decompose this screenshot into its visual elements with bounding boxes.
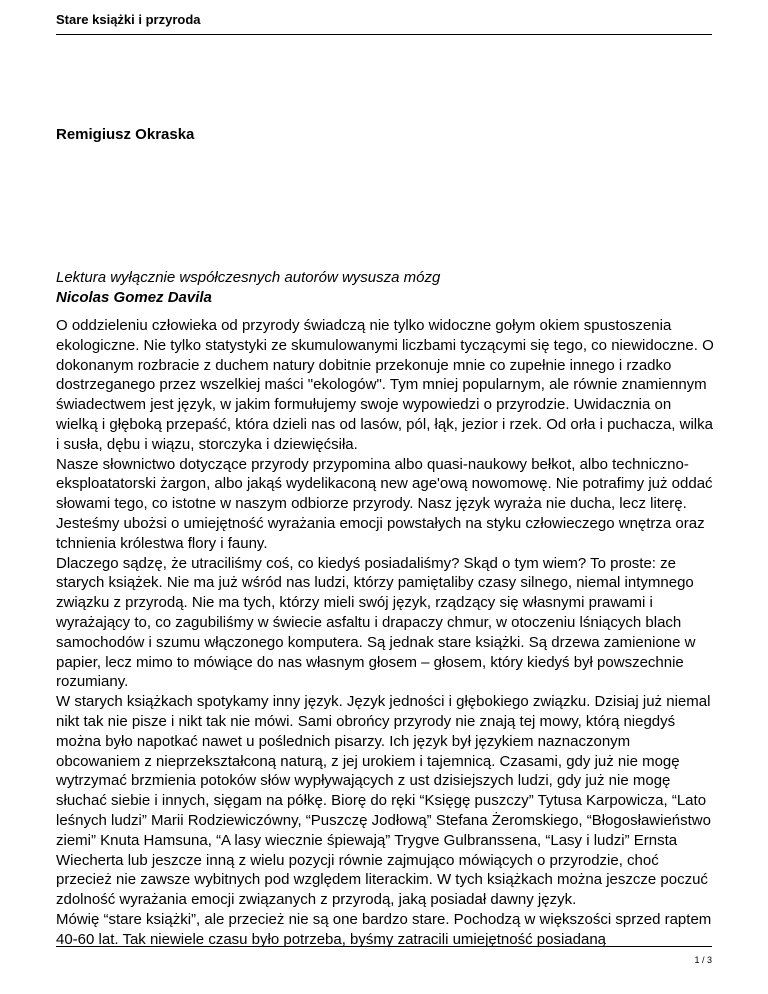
author-name: Remigiusz Okraska — [56, 126, 195, 143]
epigraph — [56, 268, 712, 308]
paragraph: W starych książkach spotykamy inny język. Język jedności i głębokiego związku. Dzisiaj już niemal nikt tak nie pisze i nikt tak nie mówi. Sami obrońcy przyrody nie znają tej mowy, którą niegdyś można było napotkać nawet u poślednich pisarzy. Ich język był językiem naznaczonym obcowaniem z nieprzekształconą naturą, z jej urokiem i tajemnicą. Czasami, gdy już nie mogę wytrzymać brzmienia potoków słów wypływających z ust dzisiejszych ludzi, gdy już nie mogę słuchać siebie i innych, sięgam na półkę. Biorę do ręki “Księgę puszczy” Tytusa Karpowicza, “Lato leśnych ludzi” Marii Rodziewiczówny, “Puszczę Jodłową” Stefana Żeromskiego, “Błogosławieństwo ziemi” Knuta Hamsuna, “A lasy wiecznie śpiewają” Trygve Gulbranssena, “Lasy i ludzi” Ernsta Wiecherta lub jeszcze inną z wielu pozycji równie zajmująco mówiących o przyrodzie, choć przecież nie zawsze wybitnych pod względem literackim. W tych książkach można jeszcze poczuć zdolność wyrażania emocji związanych z przyrodą, jaką posiadał dawny język. — [56, 693, 711, 909]
paragraph: Mówię “stare książki”, ale przecież nie są one bardzo stare. Pochodzą w większości sprzed raptem 40-60 lat. Tak niewiele czasu było potrzeba, byśmy zatracili umiejętność posiadaną — [56, 910, 712, 948]
paragraph: Nasze słownictwo dotyczące przyrody przypomina albo quasi-naukowy bełkot, albo techniczno-eksploatatorski żargon, albo jakąś wydelikaconą new age'ową nowomowę. Nie potrafimy już oddać słowami tego, co istotne w naszym odbiorze przyrody. Nasz język wyraża nie ducha, lecz literę. Jesteśmy ubożsi o umiejętność wyrażania emocji powstałych na styku człowieczego wnętrza oraz tchnienia królestwa flory i fauny. — [56, 455, 713, 552]
article-body — [56, 316, 714, 950]
header-divider — [56, 34, 712, 35]
paragraph: Dlaczego sądzę, że utraciliśmy coś, co kiedyś posiadaliśmy? Skąd o tym wiem? To proste: ze starych książek. Nie ma już wśród nas ludzi, którzy pamiętaliby czasy silnego, niemal intymnego związku z przyrodą. Nie ma tych, którzy mieli swój język, rządzący się własnymi prawami i wyrażający to, co zagubiliśmy w świecie asfaltu i drapaczy chmur, w otoczeniu lśniących blach samochodów i szumu włączonego komputera. Są jednak stare książki. Są drzewa zamienione w papier, lecz mimo to mówiące do nas własnym głosem – głosem, który kiedyś był powszechnie rozumiany. — [56, 554, 696, 691]
page-header-title: Stare książki i przyroda — [56, 12, 201, 27]
footer-divider — [56, 946, 712, 947]
epigraph-source: Nicolas Gomez Davila — [56, 289, 212, 306]
page-number: 1 / 3 — [694, 955, 712, 965]
epigraph-quote: Lektura wyłącznie współczesnych autorów wysusza mózg — [56, 269, 441, 286]
paragraph: O oddzieleniu człowieka od przyrody świadczą nie tylko widoczne gołym okiem spustoszenia ekologiczne. Nie tylko statystyki ze skumulowanymi liczbami tyczącymi się tego, co niewidoczne. O dokonanym rozbracie z duchem natury dobitnie przekonuje mnie co zupełnie innego i rzadko dostrzeganego przez wszelkiej maści "ekologów". Tym mniej popularnym, ale równie znamiennym świadectwem jest język, w jakim formułujemy swoje wypowiedzi o przyrodzie. Uwidacznia on wielką i głęboką przepaść, która dzieli nas od lasów, pól, łąk, jezior i rzek. Od orła i puchacza, wilka i susła, dębu i wiązu, storczyka i dziewięćsiła. — [56, 317, 714, 453]
